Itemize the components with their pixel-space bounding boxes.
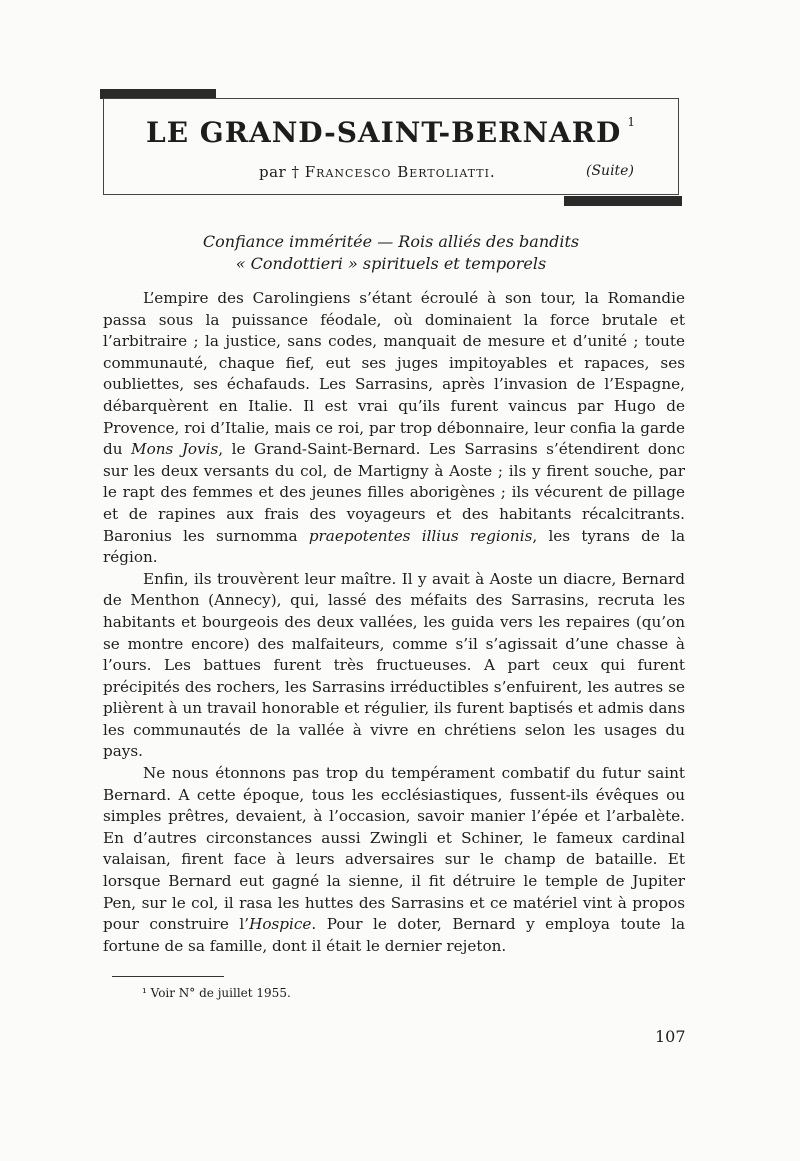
title-footnote-mark: 1 xyxy=(627,115,636,129)
paragraph-3: Ne nous étonnons pas trop du tempérament combatif du futur saint Bernard. A cette époque, tous les ecclésiastiques, fussent-ils évêques ou simples prêtres, devaient, à l’occasion, savoir manier l’épée et l’arbalète. En d’autres circonstances aussi Zwingli et Schiner, le fameux cardinal valaisan, firent face à leurs adversaires sur le champ de bataille. Et lorsque Bernard eut gagné la sienne, il fit détruire le temple de Jupiter Pen, sur le col, il rasa les huttes des Sarrasins et ce matériel vint à propos pour construire l’Hospice. Pour le doter, Bernard y employa toute la fortune de sa famille, dont il était le dernier rejeton. xyxy=(103,764,685,955)
byline: par † Francesco Bertoliatti. xyxy=(259,163,496,181)
paragraph-2: Enfin, ils trouvèrent leur maître. Il y avait à Aoste un diacre, Bernard de Menthon (Annecy), qui, lassé des méfaits des Sarrasins, recruta les habitants et bourgeois des deux vallées, les guida vers les repaires (qu’on se montre encore) des malfaiteurs, comme s’il s’agissait d’une chasse à l’ours. Les battues furent très fructueuses. A part ceux qui furent précipités des rochers, les Sarrasins irréductibles s’enfuirent, les autres se plièrent à un travail honorable et régulier, ils furent baptisés et admis dans les communautés de la vallée à vivre en chrétiens selon les usages du pays. xyxy=(103,569,685,761)
article-body xyxy=(103,288,685,957)
footnote-divider xyxy=(112,976,224,977)
title-box xyxy=(103,98,679,195)
section-subtitle-2: « Condottieri » spirituels et temporels xyxy=(235,254,547,273)
article-title: LE GRAND-SAINT-BERNARD $^1$ xyxy=(146,115,636,149)
paragraph-1: L’empire des Carolingiens s’étant écroulé à son tour, la Romandie passa sous la puissance féodale, où dominaient la force brutale et l’arbitraire ; la justice, sans codes, manquait de mesure et d’unité ; toute communauté, chaque fief, eut ses juges impitoyables et rapaces, ses oubliettes, ses échafauds. Les Sarrasins, après l’invasion de l’Espagne, débarquèrent en Italie. Il est vrai qu’ils furent vaincus par Hugo de Provence, roi d’Italie, mais ce roi, par trop débonnaire, leur confia la garde du Mons Jovis, le Grand-Saint-Bernard. Les Sarrasins s’étendirent donc sur les deux versants du col, de Martigny à Aoste ; ils y firent souche, par le rapt des femmes et des jeunes filles aborigènes ; ils vécurent de pillage et de rapines aux frais des voyageurs et des habitants récalcitrants. Baronius les surnomma praepotentes illius regionis, les tyrans de la région. xyxy=(103,289,686,567)
suite-label: (Suite) xyxy=(586,163,634,179)
page-number: 107 xyxy=(655,1027,686,1046)
footnote: ¹ Voir N° de juillet 1955. xyxy=(142,986,291,1000)
author-name: Francesco Bertoliatti. xyxy=(304,163,496,181)
decorative-bar-bottom xyxy=(564,196,682,206)
section-subtitle-1: Confiance imméritée — Rois alliés des bandits xyxy=(202,232,580,251)
